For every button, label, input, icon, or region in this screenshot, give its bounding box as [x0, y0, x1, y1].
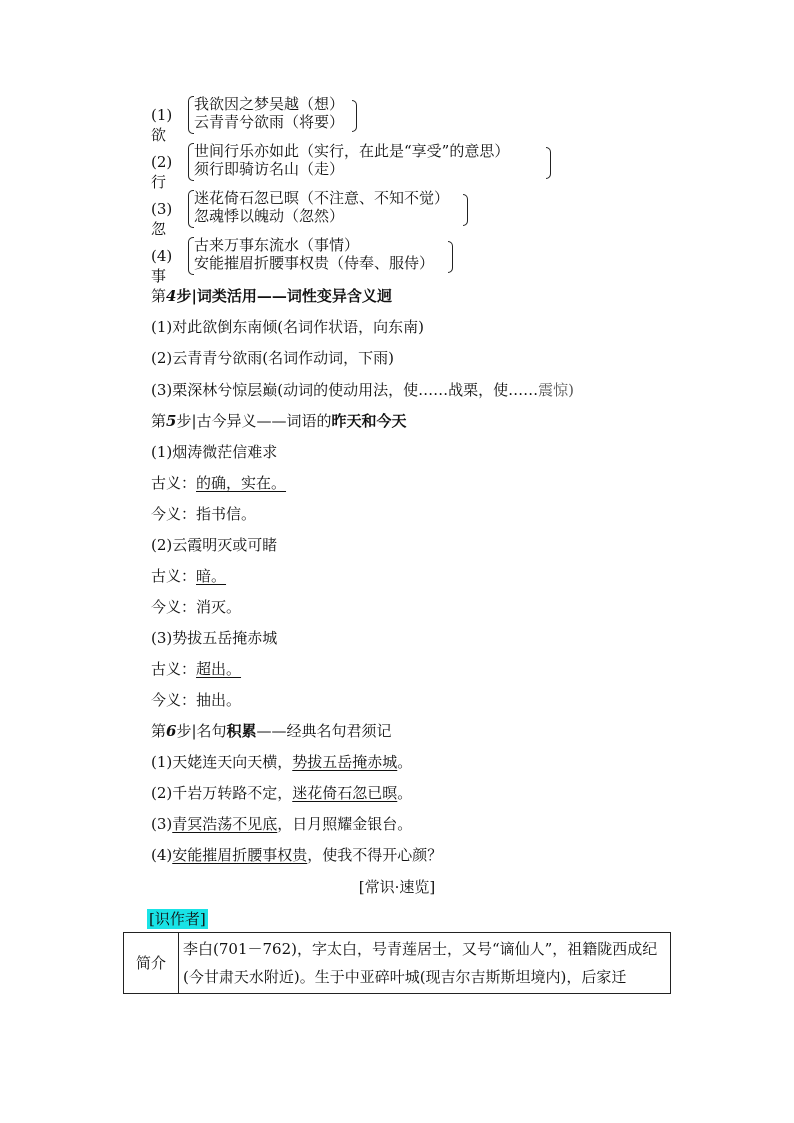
author-tag: [识作者] — [149, 910, 206, 928]
step6-heading: 第6步|名句积累——经典名句君须记 — [151, 722, 392, 740]
right-brace — [463, 194, 468, 226]
step4-item: (2)云青青兮欲雨(名词作动词，下雨) — [151, 349, 394, 367]
quote-item: (3)青冥浩荡不见底，日月照耀金银台。 — [151, 815, 413, 833]
word-label: (2)行 — [151, 153, 173, 191]
meaning-line: 云青青兮欲雨（将要） — [194, 113, 345, 131]
step5-phrase: (2)云霞明灭或可睹 — [151, 536, 278, 554]
step5-gu: 古义：的确，实在。 — [151, 474, 287, 492]
table-header-cell: 简介 — [124, 933, 179, 994]
step4-item: (1)对此欲倒东南倾(名词作状语，向东南) — [151, 318, 424, 336]
right-brace — [448, 241, 453, 273]
meaning-line: 世间行乐亦如此（实行，在此是“享受”的意思） — [194, 142, 510, 160]
table-row — [124, 933, 671, 994]
word-label: (4)事 — [151, 247, 173, 285]
meaning-line: 古来万事东流水（事情） — [194, 236, 360, 254]
right-brace — [352, 100, 357, 132]
step5-phrase: (3)势拔五岳掩赤城 — [151, 629, 278, 647]
quote-item: (4)安能摧眉折腰事权贵，使我不得开心颜？ — [151, 846, 443, 864]
quote-item: (1)天姥连天向天横，势拔五岳掩赤城。 — [151, 753, 413, 771]
meaning-line: 我欲因之梦吴越（想） — [194, 95, 345, 113]
right-brace — [546, 147, 551, 179]
meaning-line: 迷花倚石忽已暝（不注意、不知不觉） — [194, 189, 450, 207]
step4-item: (3)栗深林兮惊层巅(动词的使动用法，使……战栗，使……震惊) — [151, 381, 574, 399]
step5-gu: 古义：暗。 — [151, 567, 227, 585]
step5-jin: 今义：消灭。 — [151, 598, 242, 616]
step5-jin: 今义：抽出。 — [151, 691, 242, 709]
meaning-line: 忽魂悸以魄动（忽然） — [194, 207, 345, 225]
table-content-cell: 李白(701－762)，字太白，号青莲居士，又号“谪仙人”，祖籍陇西成纪(今甘肃天水附近)。生于中亚碎叶城(现吉尔吉斯斯坦境内)，后家迁 — [179, 933, 671, 994]
step5-gu: 古义：超出。 — [151, 660, 242, 678]
step4-heading: 第4步|词类活用——词性变异含义迥 — [151, 287, 392, 305]
word-label: (1)欲 — [151, 106, 173, 144]
step5-heading: 第5步|古今异义——词语的昨天和今天 — [151, 412, 407, 430]
section-title: [常识·速览] — [358, 878, 436, 896]
meaning-line: 须行即骑访名山（走） — [194, 160, 345, 178]
meaning-line: 安能摧眉折腰事权贵（侍奉、服侍） — [194, 254, 435, 272]
quote-item: (2)千岩万转路不定，迷花倚石忽已暝。 — [151, 784, 413, 802]
word-label: (3)忽 — [151, 200, 173, 238]
step5-jin: 今义：指书信。 — [151, 505, 257, 523]
author-table — [123, 932, 671, 994]
step5-phrase: (1)烟涛微茫信难求 — [151, 443, 278, 461]
